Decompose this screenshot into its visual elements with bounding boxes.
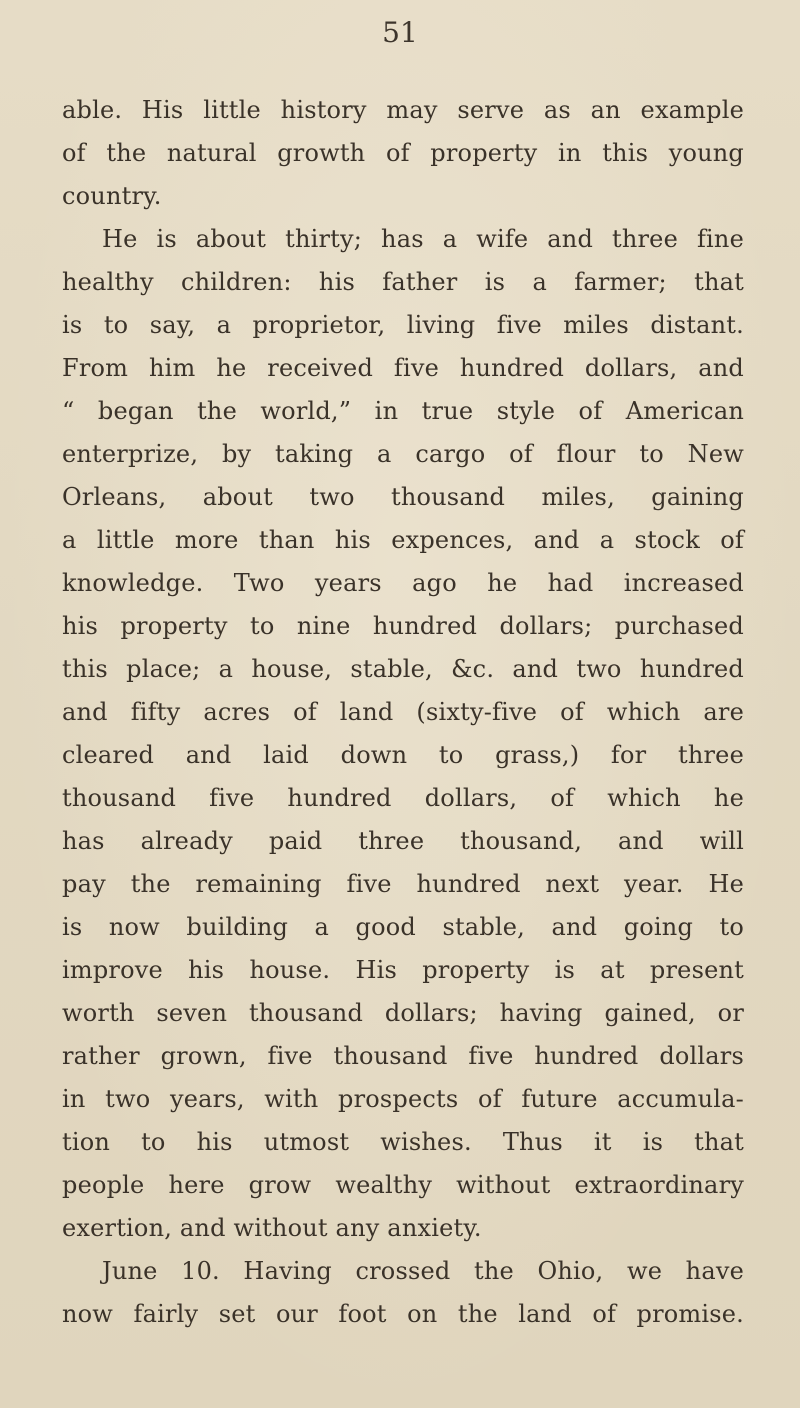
text-line: improve his house. His property is at present <box>62 956 744 984</box>
text-line: people here grow wealthy without extraordinary <box>62 1171 744 1199</box>
text-line: healthy children: his father is a farmer; that <box>62 268 744 296</box>
page-number: 51 <box>382 16 418 49</box>
text-line: “ began the world,” in true style of American <box>62 397 744 425</box>
text-line: rather grown, five thousand five hundred dollars <box>62 1042 744 1070</box>
text-line: From him he received five hundred dollars, and <box>62 354 744 382</box>
text-line: of the natural growth of property in this young <box>62 139 744 167</box>
text-line: He is about thirty; has a wife and three fine <box>102 225 744 253</box>
text-line: has already paid three thousand, and will <box>62 827 744 855</box>
text-line: this place; a house, stable, &c. and two hundred <box>62 655 744 683</box>
text-line: is to say, a proprietor, living five miles distant. <box>62 311 744 339</box>
text-line: his property to nine hundred dollars; purchased <box>62 612 744 640</box>
text-line: worth seven thousand dollars; having gained, or <box>62 999 744 1027</box>
text-line: now fairly set our foot on the land of promise. <box>62 1300 744 1328</box>
text-line: knowledge. Two years ago he had increased <box>62 569 744 597</box>
text-line: cleared and laid down to grass,) for three <box>62 741 744 769</box>
text-line: tion to his utmost wishes. Thus it is that <box>62 1128 744 1156</box>
text-line: able. His little history may serve as an example <box>62 96 744 124</box>
text-line: pay the remaining five hundred next year. He <box>62 870 744 898</box>
text-line: a little more than his expences, and a stock of <box>62 526 744 554</box>
text-line: country. <box>62 182 162 210</box>
text-line: exertion, and without any anxiety. <box>62 1214 482 1242</box>
text-line: and fifty acres of land (sixty-five of which are <box>62 698 744 726</box>
text-line: Orleans, about two thousand miles, gaining <box>62 483 744 511</box>
text-line: enterprize, by taking a cargo of flour to New <box>62 440 744 468</box>
text-line: June 10. Having crossed the Ohio, we have <box>102 1257 744 1285</box>
text-line: in two years, with prospects of future accumula- <box>62 1085 744 1113</box>
text-line: is now building a good stable, and going to <box>62 913 744 941</box>
text-line: thousand five hundred dollars, of which he <box>62 784 744 812</box>
